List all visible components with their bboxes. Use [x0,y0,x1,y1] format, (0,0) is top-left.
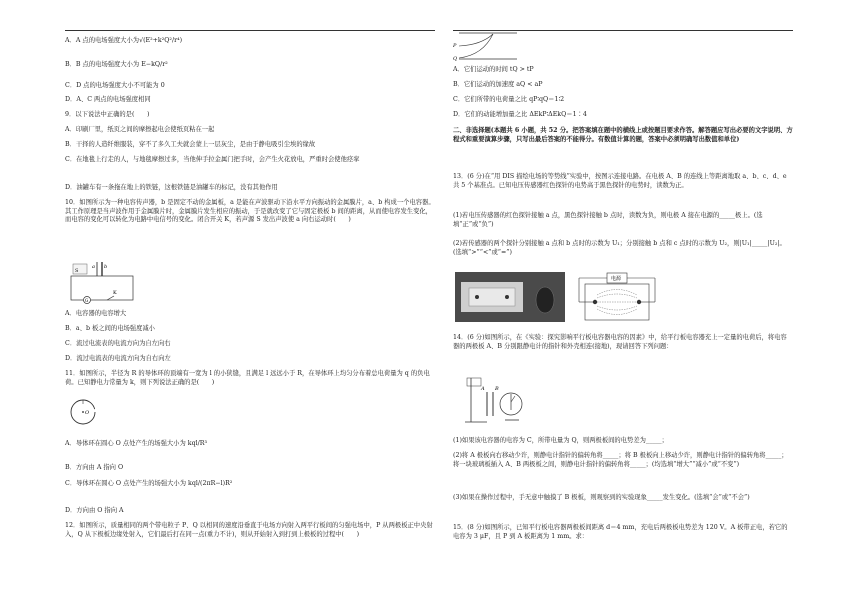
q12-label-p: P [453,43,457,49]
q10-label-k: K [113,290,117,296]
q14-label-b: B [495,386,499,392]
q12-option-b: B．它们运动的加速度 aQ < aP [453,81,543,88]
q8-option-a: A．A 点的电场强度大小为√(E²+k²Q²/r⁴) [65,37,183,44]
q13-stem: 13．(6 分)在“用 DIS 描绘电场的等势线”实验中，按图示连接电路。在电极 A、B 的连线上等距离地取 a、b、c、d、e 共 5 个基准点。已知电压传感器红色探针的电势高于黑色探针的电势时，读数为正。 [453,173,787,189]
q9-option-c: C．在地毯上行走的人，与地毯摩擦过多，当他伸手拉金属门把手时，会产生火花放电，严重时会使他痉挛 [65,156,360,163]
q10-label-g: G [85,297,89,303]
q12-option-a: A．它们运动的时间 tQ > tP [453,66,534,73]
q8-option-b: B．B 点的电场强度大小为 E−kQ/r² [65,61,168,68]
q12-option-c: C．它们所带的电荷量之比 qP∶qQ＝1∶2 [453,96,565,103]
q10-label-b: b [104,264,108,270]
q14-part3: (3)如果在操作过程中，手无意中触摸了 B 极板，则观察到的实验现象_____发生变化。(选填“会”或“不会”) [453,494,750,501]
q11-option-a: A．导体环在圆心 O 点处产生的场强大小为 kql/R³ [65,440,208,447]
q10-label-s: S [75,268,79,274]
q14-stem: 14．(6 分)如图所示，在《实验：探究影响平行板电容器电容的因素》中，给平行板电容器充上一定量的电荷后，将电容器的两极板 A、B 分别跟静电计的指针和外壳相连(接地)，现请回答下列问题： [453,334,787,350]
q10-option-a: A．电容器的电容增大 [65,310,127,317]
q10-option-d: D．流过电流表的电流方向为自右向左 [65,355,171,362]
q13-label-power: 电源 [611,276,622,282]
q11-option-d: D．方向由 O 指向 A [65,507,124,514]
q12-plates-figure [453,31,519,61]
left-column [65,0,435,608]
section-header: 二、非选择题(本题共 6 小题，共 52 分。把答案填在题中的横线上或按题目要求作答。解答题应写出必要的文字说明、方程式和重要演算步骤，只写出最后答案的不能得分。有数值计算的题，答案中必须明确写出数值和单位) [453,127,793,143]
q14-part1: (1)如果该电容器的电容为 C，所带电量为 Q，则两极板间的电势差为_____； [453,437,668,444]
q9-option-b: B．干择的人造纤维服装，穿不了多久工夫就会蒙上一层灰尘，是由于静电吸引尘埃的缘故 [65,141,316,148]
q9-option-d: D．油罐车有一条拖在地上的铁链，这根铁链是油罐车的标记，没有其他作用 [65,184,278,191]
q9-option-a: A．印刷厂里，纸页之间的摩擦起电会使纸页粘在一起 [65,126,215,133]
q10-stem: 10．如图所示为一种电容传声器，b 是固定不动的金属板，a 是能在声波驱动下沿水平方向振动的金属膜片，a、b 构成一个电容器。其工作原理是当声波作用于金属膜片时，金属膜片发生相应的振动，于是就改变了它与固定极板 b 间的距离，从而使电容发生变化，而电容的变化可以转化为电路中电信号的变化。闭合开关 K，若声源 S 发出声波使 a 向右运动时( ) [65,199,435,223]
q11-label-o: O [85,410,90,416]
q10-option-b: B．a、b 板之间的电场强度减小 [65,325,155,332]
q14-part2: (2)将 A 极板向右移动少许，则静电计指针的偏转角将_____；将 B 极板向上移动少许，则静电计指针的偏转角将_____；将一块玻璃板插入 A、B 两极板之间，则静电计指针的偏转角将_____；(均选填“增大”“减小”或“不变”) [453,452,788,468]
q13-part2: (2)若传感器的两个探针分别接触 a 点和 b 点时的示数为 U₁；分别接触 b 点和 c 点时的示数为 U₂，则|U₁|_____|U₂|。(选填“>”“<”或“=”) [453,240,786,256]
q10-option-c: C．流过电流表的电流方向为自左向右 [65,340,171,347]
right-column [453,0,793,608]
q12-label-q: Q [453,56,458,61]
q14-label-a: A [481,386,485,392]
q11-stem: 11．如图所示，半径为 R 的导体环的顶端有一宽为 l 的小狭缝，且满足 l 远远小于 R，在导体环上均匀分布着总电荷量为 q 的负电荷。已知静电力常量为 k，则下列说法正确的是( ) [65,370,430,386]
q10-label-a: a [92,264,95,270]
q13-apparatus-photo [455,272,565,322]
q9-stem: 9．以下说法中正确的是( ) [65,111,150,118]
q11-ring-figure [69,396,99,428]
q13-part1: (1)若电压传感器的红色探针接触 a 点，黑色探针接触 b 点时，读数为负，则电极 A 接在电源的_____极上。(选填“正”或“负”) [453,212,763,228]
q8-option-c: C．D 点的电场强度大小不可能为 0 [65,82,165,89]
q11-option-b: B．方向由 A 指向 O [65,464,124,471]
q13-circuit-diagram [577,270,657,326]
q8-option-d: D．A、C 两点的电场强度相同 [65,96,151,103]
q14-electrometer-figure [457,372,527,428]
q11-option-c: C．导体环在圆心 O 点处产生的场强大小为 kql/(2πR−l)R² [65,480,233,487]
q12-option-d: D．它们的动能增加量之比 ΔEkP∶ΔEkQ＝1∶4 [453,111,587,118]
q15-stem: 15．(8 分)如图所示，已知平行板电容器两极板间距离 d＝4 mm，充电后两极板电势差为 120 V。A 板带正电，若它的电容为 3 μF，且 P 到 A 板距离为 1 mm。求： [453,524,788,540]
q10-circuit-figure [67,258,137,304]
q12-stem: 12．如图所示，质量相同的两个带电粒子 P、Q 以相同的速度沿垂直于电场方向射入两平行板间的匀强电场中，P 从两极板正中央射入，Q 从下极板边缘处射入，它们最后打在同一点(重力不计)，则从开始射入到打到上极板的过程中( ) [65,522,433,538]
